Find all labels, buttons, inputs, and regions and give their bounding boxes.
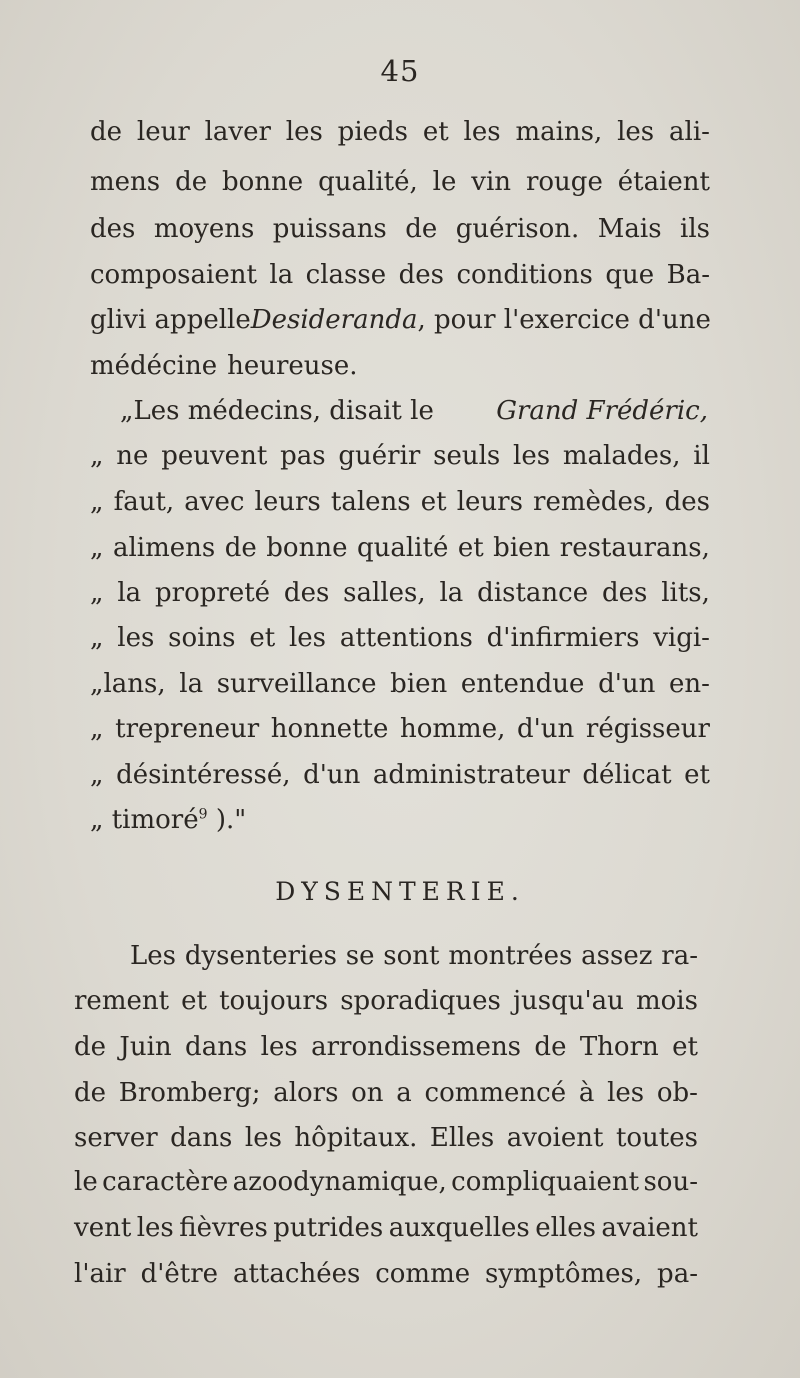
word: des [601, 578, 648, 608]
word: les [617, 117, 655, 147]
word: honnette [270, 714, 389, 744]
word: de [534, 1032, 567, 1062]
word: salles, [343, 578, 426, 608]
word: l'air [74, 1259, 126, 1289]
text-line [74, 1077, 698, 1109]
word: se [345, 941, 375, 971]
quote-line [90, 622, 710, 654]
text-segment: glivi appelle [90, 305, 251, 335]
word: hôpitaux. [294, 1123, 418, 1153]
quote-line [90, 486, 710, 518]
word: vin [471, 167, 512, 197]
word: avec [184, 487, 245, 517]
quote-line [90, 759, 710, 791]
word: „ [90, 714, 104, 744]
word: fièvres [179, 1213, 268, 1243]
word: et [420, 487, 447, 517]
text-line [90, 213, 710, 245]
word: les [244, 1123, 282, 1153]
quote-line [90, 577, 710, 609]
word: distance [477, 578, 589, 608]
word: Mais [597, 214, 662, 244]
text-line [74, 1031, 698, 1063]
word: il [693, 441, 710, 471]
word: ne [116, 441, 149, 471]
text-line [130, 940, 698, 972]
text-segment [251, 304, 711, 336]
word: les [136, 1213, 174, 1243]
text-line [74, 1166, 698, 1198]
word: d'un [303, 760, 361, 790]
word: ils [680, 214, 710, 244]
word: les [463, 117, 501, 147]
word: mois [635, 986, 698, 1016]
word: attentions [339, 623, 473, 653]
word: montrées [448, 941, 573, 971]
word: bien [390, 669, 448, 699]
word: seuls [433, 441, 501, 471]
word: administrateur [372, 760, 570, 790]
word: ra- [661, 941, 698, 971]
word: alimens [112, 533, 216, 563]
word: la [179, 669, 204, 699]
word: caractère [102, 1167, 229, 1197]
word: surveillance [216, 669, 377, 699]
word: on [351, 1078, 384, 1108]
word: „ [90, 760, 104, 790]
word: faut, [113, 487, 175, 517]
word: attachées [232, 1259, 361, 1289]
word: de [224, 533, 257, 563]
quote-line [90, 713, 710, 745]
word: Bromberg; [118, 1078, 261, 1108]
text-line [90, 166, 710, 198]
quote-line [90, 668, 710, 700]
word: server [74, 1123, 158, 1153]
word: Les [130, 941, 176, 971]
word: mains, [515, 117, 603, 147]
word: laver [204, 117, 271, 147]
word: leur [136, 117, 190, 147]
word: les [513, 441, 551, 471]
word: sporadiques [340, 986, 501, 1016]
word: la [117, 578, 142, 608]
word: des [664, 487, 710, 517]
word: Juin [119, 1032, 172, 1062]
word: sont [383, 941, 440, 971]
text-line [90, 350, 710, 382]
text-segment: „Les médecins, disait le [120, 396, 434, 426]
word: désintéressé, [116, 760, 291, 790]
word: les [117, 623, 155, 653]
text-line [74, 1258, 698, 1290]
word: régisseur [585, 714, 710, 744]
word: d'infirmiers [486, 623, 640, 653]
word: et [457, 533, 484, 563]
word: soins [168, 623, 236, 653]
text-segment: „ timoré [90, 805, 199, 835]
word: et [249, 623, 276, 653]
word: guérison. [455, 214, 580, 244]
word: leurs [456, 487, 523, 517]
word: et [422, 117, 449, 147]
quote-line [120, 395, 708, 427]
word: talens [330, 487, 411, 517]
page-number: 45 [380, 54, 420, 88]
word: de [90, 117, 123, 147]
word: puissans [272, 214, 387, 244]
word: „ [90, 441, 104, 471]
word: et [684, 760, 710, 790]
word: les [607, 1078, 645, 1108]
word: d'un [517, 714, 575, 744]
text-segment: , pour l'exercice d'une [417, 305, 711, 335]
word: avoient [506, 1123, 604, 1153]
word: entendue [460, 669, 585, 699]
word: et [181, 986, 207, 1016]
text-line [74, 1122, 698, 1154]
text-segment: )." [215, 805, 247, 835]
word: Ba- [666, 260, 710, 290]
word: homme, [400, 714, 506, 744]
italic-term: Desideranda [250, 305, 418, 335]
quote-line [90, 440, 710, 472]
word: la [439, 578, 464, 608]
word: la [269, 260, 294, 290]
word: a [396, 1078, 412, 1108]
footnote-mark: 9 [198, 806, 208, 823]
quote-line [90, 804, 710, 836]
word: guérir [338, 441, 421, 471]
word: dysenteries [184, 941, 337, 971]
word: Thorn [579, 1032, 659, 1062]
text-line [90, 304, 710, 336]
word: d'un [598, 669, 656, 699]
word: vent [74, 1213, 132, 1243]
word: auxquelles [388, 1213, 530, 1243]
word: arrondissemens [311, 1032, 522, 1062]
footnote-reference [199, 804, 247, 836]
word: „lans, [90, 669, 166, 699]
word: lits, [661, 578, 710, 608]
word: ob- [656, 1078, 698, 1108]
quote-line [90, 532, 710, 564]
word: pas [280, 441, 326, 471]
text-line [90, 259, 710, 291]
word: le [432, 167, 457, 197]
word: peuvent [161, 441, 268, 471]
word: qualité, [318, 167, 418, 197]
word: des [283, 578, 330, 608]
word: bien [493, 533, 551, 563]
word: composaient [90, 260, 257, 290]
word: compliquaient [451, 1167, 640, 1197]
word: mens [90, 167, 161, 197]
word: les [260, 1032, 298, 1062]
word: trepreneur [115, 714, 260, 744]
text-line [74, 1212, 698, 1244]
section-heading: DYSENTERIE. [275, 877, 525, 906]
word: des [398, 260, 444, 290]
word: de [74, 1032, 107, 1062]
word: symptômes, [485, 1259, 643, 1289]
word: toutes [615, 1123, 698, 1153]
word: de [175, 167, 208, 197]
word: bonne [266, 533, 348, 563]
word: rouge [525, 167, 603, 197]
word: qualité [356, 533, 449, 563]
word: dans [185, 1032, 248, 1062]
word: putrides [273, 1213, 384, 1243]
word: malades, [562, 441, 681, 471]
word: commencé [424, 1078, 567, 1108]
word: le [74, 1167, 98, 1197]
word: elles [535, 1213, 596, 1243]
word: rement [74, 986, 170, 1016]
word: bonne [222, 167, 304, 197]
word: dans [170, 1123, 233, 1153]
word: remèdes, [533, 487, 655, 517]
word: étaient [617, 167, 710, 197]
word: „ [90, 533, 104, 563]
word: de [405, 214, 438, 244]
word: alors [273, 1078, 339, 1108]
word: vigi- [653, 623, 710, 653]
word: restaurans, [559, 533, 710, 563]
text-line [74, 985, 698, 1017]
word: azoodynamique, [232, 1167, 447, 1197]
word: que [605, 260, 655, 290]
word: classe [305, 260, 387, 290]
text-line [90, 116, 710, 148]
word: conditions [456, 260, 593, 290]
word: avaient [601, 1213, 698, 1243]
word: „ [90, 578, 104, 608]
word: toujours [219, 986, 329, 1016]
word: „ [90, 487, 104, 517]
word: en- [669, 669, 710, 699]
word: à [578, 1078, 595, 1108]
word: assez [581, 941, 653, 971]
word: jusqu'au [512, 986, 624, 1016]
word: les [288, 623, 327, 653]
word: sou- [643, 1167, 698, 1197]
word: heureuse. [227, 351, 358, 381]
word: leurs [254, 487, 321, 517]
word: de [74, 1078, 107, 1108]
word: les [285, 117, 323, 147]
italic-name: Grand Frédéric, [496, 396, 708, 426]
word: ali- [669, 117, 710, 147]
word: médécine [90, 351, 218, 381]
word: „ [90, 623, 104, 653]
word: délicat [582, 760, 672, 790]
word: pieds [337, 117, 409, 147]
word: Elles [429, 1123, 495, 1153]
word: des [90, 214, 136, 244]
word: comme [375, 1259, 471, 1289]
word: d'être [140, 1259, 219, 1289]
word: propreté [155, 578, 271, 608]
word: moyens [153, 214, 255, 244]
word: et [672, 1032, 698, 1062]
word: pa- [657, 1259, 698, 1289]
